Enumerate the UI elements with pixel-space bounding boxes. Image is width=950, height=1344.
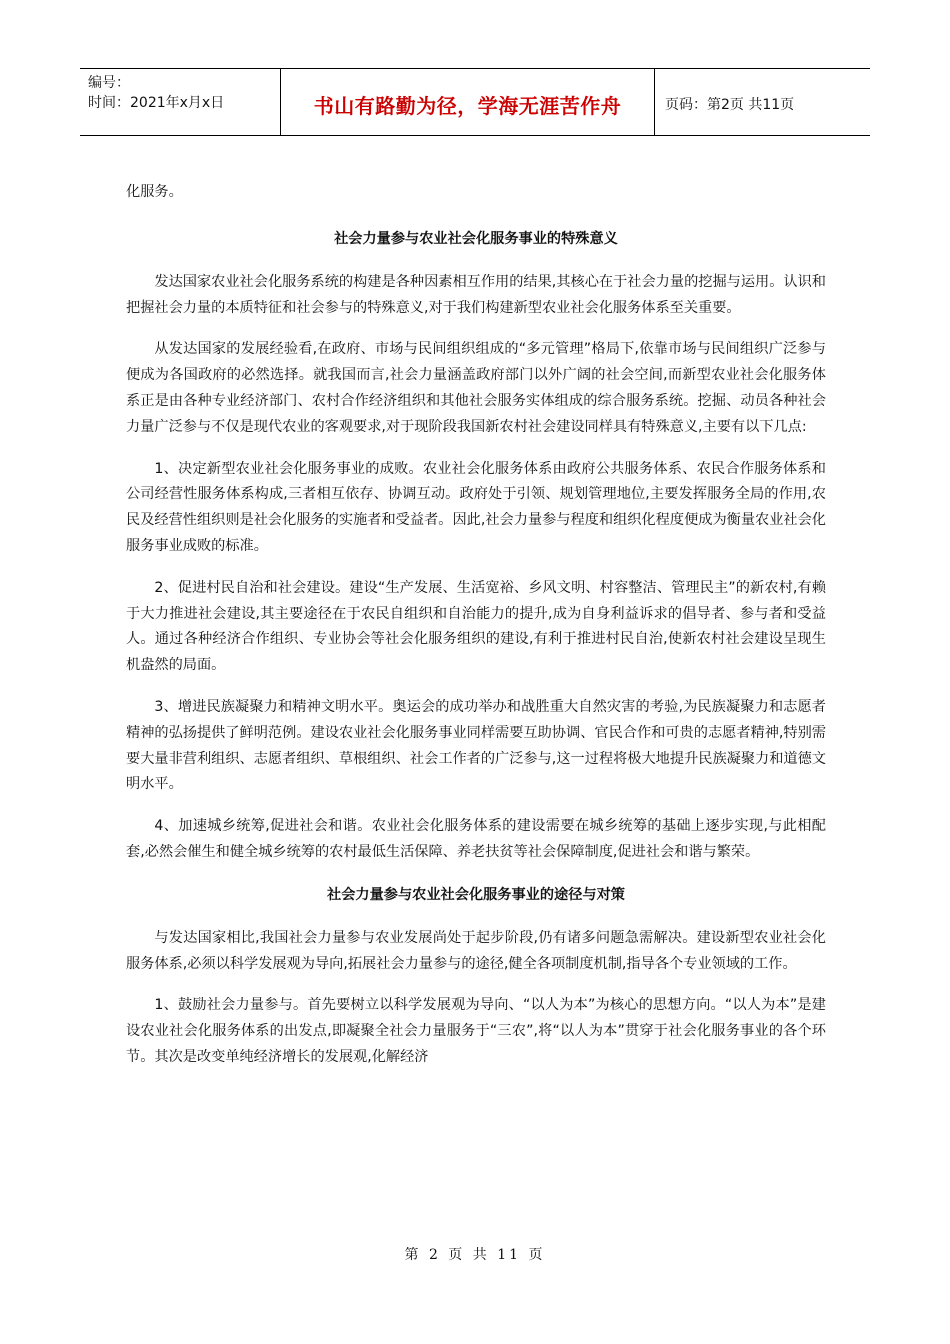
paragraph: 2、促进村民自治和社会建设。建设“生产发展、生活宽裕、乡风文明、村容整洁、管理民主”的新农村,有赖于大力推进社会建设,其主要途径在于农民自组织和自治能力的提升,成为自身利益诉求的倡导者、参与者和受益人。通过各种经济合作组织、专业协会等社会化服务组织的建设,有利于推进村民自治,使新农村社会建设呈现生机盎然的局面。 — [126, 579, 826, 674]
header-page-info: 页码：第2页 共11页 — [665, 97, 795, 113]
paragraph: 3、增进民族凝聚力和精神文明水平。奥运会的成功举办和战胜重大自然灾害的考验,为民族凝聚力和志愿者精神的弘扬提供了鲜明范例。建设农业社会化服务事业同样需要互助协调、官民合作和可贵的志愿者精神,特别需要大量非营利组织、志愿者组织、草根组织、社会工作者的广泛参与,这一过程将极大地提升民族凝聚力和道德文明水平。 — [126, 698, 826, 793]
paragraph: 从发达国家的发展经验看,在政府、市场与民间组织组成的“多元管理”格局下,依靠市场与民间组织广泛参与便成为各国政府的必然选择。就我国而言,社会力量涵盖政府部门以外广阔的社会空间,而新型农业社会化服务体系正是由各种专业经济部门、农村合作经济组织和其他社会服务实体组成的综合服务系统。挖掘、动员各种社会力量广泛参与不仅是现代农业的客观要求,对于现阶段我国新农村社会建设同样具有特殊意义,主要有以下几点: — [126, 341, 826, 435]
paragraph: 1、鼓励社会力量参与。首先要树立以科学发展观为导向、“以人为本”为核心的思想方向。“以人为本”是建设农业社会化服务体系的出发点,即凝聚全社会力量服务于“三农”,将“以人为本”贯穿于社会化服务事业的各个环节。其次是改变单纯经济增长的发展观,化解经济 — [126, 997, 826, 1065]
section-title-approaches: 社会力量参与农业社会化服务事业的途径与对策 — [327, 886, 625, 903]
paragraph: 1、决定新型农业社会化服务事业的成败。农业社会化服务体系由政府公共服务体系、农民合作服务体系和公司经营性服务体系构成,三者相互依存、协调互动。政府处于引领、规划管理地位,主要发挥服务全局的作用,农民及经营性组织则是社会化服务的实施者和受益者。因此,社会力量参与程度和组织化程度便成为衡量农业社会化服务事业成败的标准。 — [126, 460, 826, 554]
page-header — [80, 68, 870, 136]
continuation-text: 化服务。 — [126, 184, 183, 200]
paragraph: 与发达国家相比,我国社会力量参与农业发展尚处于起步阶段,仍有诸多问题急需解决。建设新型农业社会化服务体系,必须以科学发展观为导向,拓展社会力量参与的途径,健全各项制度机制,指导各个专业领域的工作。 — [126, 929, 826, 972]
page-footer: 第 2 页 共 11 页 — [404, 1247, 546, 1263]
header-motto: 书山有路勤为径，学海无涯苦作舟 — [281, 69, 655, 135]
document-time-label: 时间：2021年x月x日 — [88, 95, 225, 111]
paragraph: 发达国家农业社会化服务系统的构建是各种因素相互作用的结果,其核心在于社会力量的挖掘与运用。认识和把握社会力量的本质特征和社会参与的特殊意义,对于我们构建新型农业社会化服务体系至关重要。 — [126, 273, 826, 316]
section-title-significance: 社会力量参与农业社会化服务事业的特殊意义 — [334, 230, 618, 247]
document-body — [126, 180, 826, 1087]
header-meta — [80, 69, 281, 135]
paragraph: 4、加速城乡统筹,促进社会和谐。农业社会化服务体系的建设需要在城乡统筹的基础上逐步实现,与此相配套,必然会催生和健全城乡统筹的农村最低生活保障、养老扶贫等社会保障制度,促进社会和谐与繁荣。 — [126, 818, 826, 860]
document-number-label: 编号： — [88, 75, 130, 91]
